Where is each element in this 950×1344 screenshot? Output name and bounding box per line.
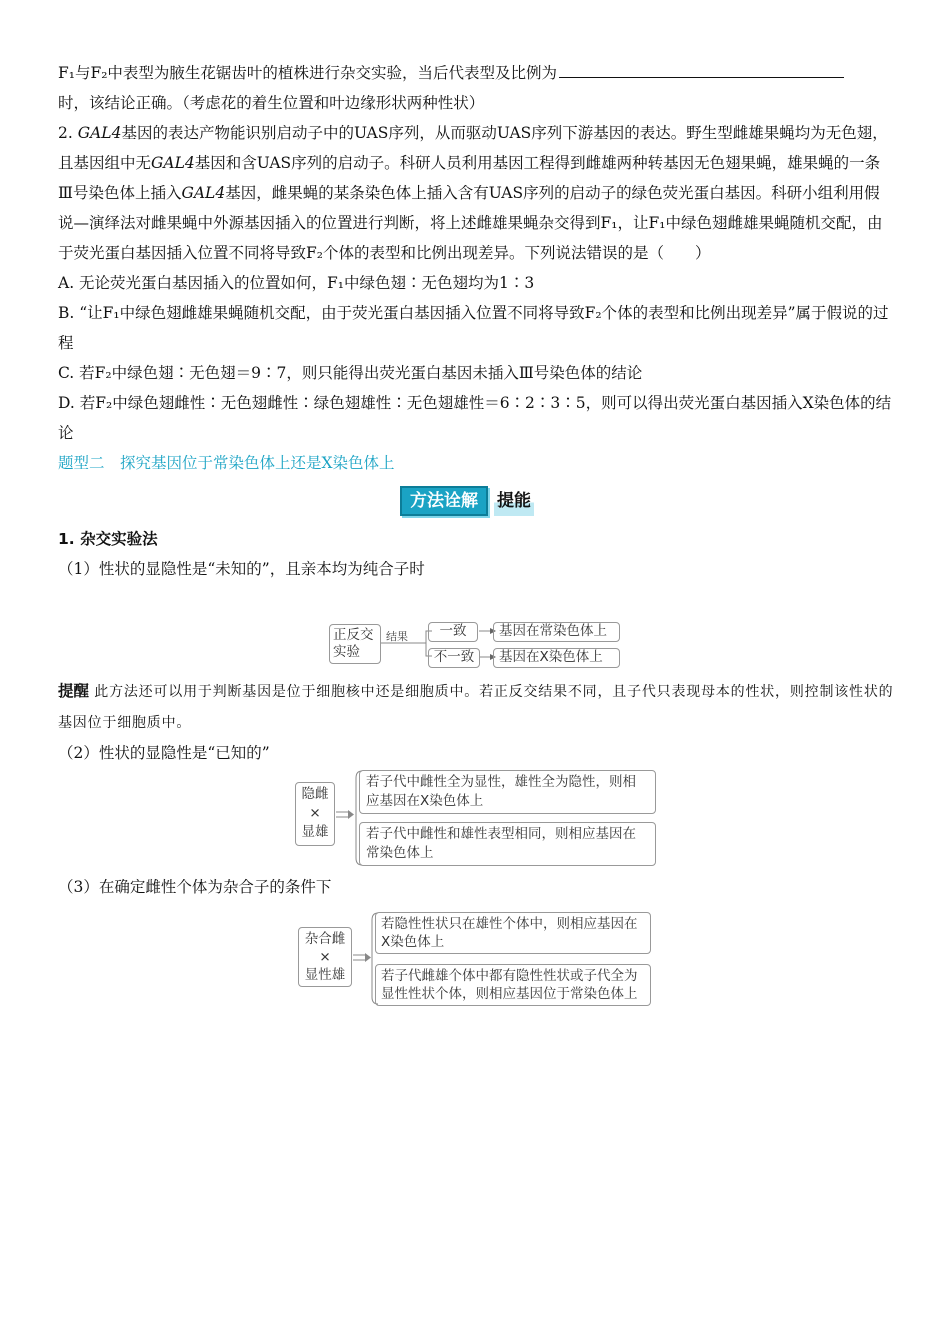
option-d[interactable]: D. 若F₂中绿色翅雌性∶无色翅雌性∶绿色翅雄性∶无色翅雄性＝6∶2∶3∶5，则可以得出荧光蛋白基因插入X染色体的结论: [58, 394, 892, 442]
option-b[interactable]: B. “让F₁中绿色翅雌雄果蝇随机交配，由于荧光蛋白基因插入位置不同将导致F₂个体的表型和比例出现差异”属于假说的过程: [58, 304, 889, 352]
p1-text-a: F₁与F₂中表型为腋生花锯齿叶的植株进行杂交实验，当后代表型及比例为: [58, 64, 557, 82]
result-autosomal-box: 若子代中雌性和雄性表型相同，则相应基因在常染色体上: [359, 822, 656, 866]
option-a[interactable]: A. 无论荧光蛋白基因插入的位置如何，F₁中绿色翅∶无色翅均为1∶3: [58, 274, 535, 292]
q2-text-1: 基因的表达产物能识别启动子中的UAS序列，从而驱动UAS序列下游基因的表达。野生型雌雄果蝇均为无色翅，且基因组中无: [58, 124, 888, 172]
result-x-box: 基因在X染色体上: [493, 648, 620, 668]
q2-text-2: 基因和含UAS序列的启动子。科研人员利用基因工程得到雌雄两种转基因无色翅果蝇，雄果蝇的一条Ⅲ号染色体上插入: [58, 154, 881, 202]
q2-text-3: 基因，雌果蝇的某条染色体上插入含有UAS序列的启动子的绿色荧光蛋白基因。科研小组利用假说—演绎法对雌果蝇中外源基因插入的位置进行判断，将上述雌雄果蝇杂交得到F₁，让F₁中绿色翅雌雄果蝇随机交配，由于荧光蛋白基因插入位置不同将导致F₂个体的表型和比例出现差异。下列说法错误的是（ ）: [58, 184, 883, 262]
result-x-linked-box: 若子代中雌性全为显性，雄性全为隐性，则相应基因在X染色体上: [359, 770, 656, 814]
result-label: 结果: [386, 630, 408, 643]
gene-name: GAL4: [151, 154, 195, 172]
q2-number: 2.: [58, 124, 78, 142]
inconsistent-box: 不一致: [428, 648, 480, 668]
case-3-title: （3）在确定雌性个体为杂合子的条件下: [58, 878, 332, 896]
gene-name: GAL4: [77, 124, 122, 142]
method-1-number: 1: [58, 530, 69, 548]
consistent-box: 一致: [428, 622, 478, 642]
method-1-title-text: . 杂交实验法: [68, 530, 158, 548]
tip-text: 此方法还可以用于判断基因是位于细胞核中还是细胞质中。若正反交结果不同，且子代只表现母本的性状，则控制该性状的基因位于细胞质中。: [58, 684, 894, 731]
start-box: 正反交 实验: [329, 624, 381, 664]
case-2-title: （2）性状的显隐性是“已知的”: [58, 744, 270, 762]
p1-text-b: 时，该结论正确。（考虑花的着生位置和叶边缘形状两种性状）: [58, 94, 485, 112]
result-x-only-male-box: 若隐性性状只在雄性个体中，则相应基因在X染色体上: [375, 912, 651, 954]
hetero-cross-box: 杂合雌 × 显性雄: [298, 927, 352, 987]
section-title: 题型二 探究基因位于常染色体上还是X染色体上: [58, 454, 395, 472]
gene-name: GAL4: [181, 184, 226, 202]
option-c[interactable]: C. 若F₂中绿色翅∶无色翅＝9∶7，则只能得出荧光蛋白基因未插入Ⅲ号染色体的结论: [58, 364, 643, 382]
case-1-title: （1）性状的显隐性是“未知的”，且亲本均为纯合子时: [58, 560, 425, 578]
badge-left: 方法诠解: [400, 486, 488, 516]
result-autosome-box: 基因在常染色体上: [493, 622, 620, 642]
tip-label: 提醒: [58, 682, 90, 700]
badge-right: 提能: [494, 486, 534, 516]
cross-box: 隐雌 × 显雄: [295, 782, 335, 846]
result-autosome-box-2: 若子代雌雄个体中都有隐性性状或子代全为显性性状个体，则相应基因位于常染色体上: [375, 964, 651, 1006]
